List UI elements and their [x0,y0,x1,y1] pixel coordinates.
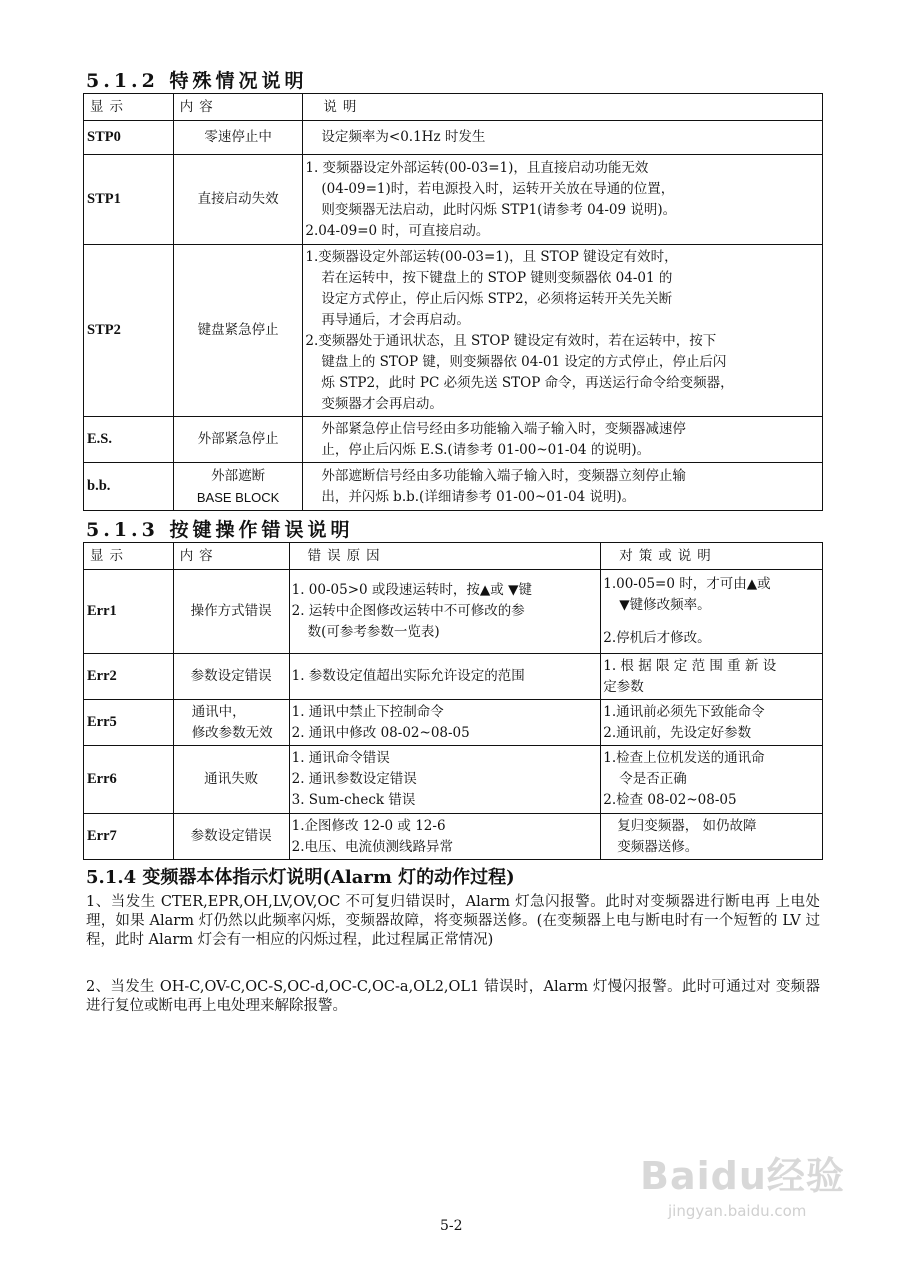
cause-line: 1. 参数设定值超出实际允许设定的范围 [291,668,525,684]
fix-cell [601,570,823,654]
page-number: 5-2 [440,1218,463,1234]
header-content: 内容 [173,94,303,121]
cause-line: 2. 通讯参数设定错误 [291,771,417,787]
cause-line: 2.电压、电流侦测线路异常 [291,838,454,855]
code-cell: Err7 [84,814,174,860]
section-5-1-2-title: 5.1.2 特殊情况说明 [86,70,308,92]
table-row [84,121,823,155]
table-row [84,814,823,860]
header-content: 内容 [173,543,289,570]
fix-line: 复归变频器， 如仍故障 [617,817,757,834]
desc-line: 键盘上的 STOP 键，则变频器依 04-01 设定的方式停止，停止后闪 [321,353,727,370]
fix-line: 定参数 [603,678,644,695]
fix-cell [601,654,823,700]
desc-line: 1. 变频器设定外部运转(00-03=1)，且直接启动功能无效 [305,159,649,176]
alarm-paragraph-2: 2、当发生 OH-C,OV-C,OC-S,OC-d,OC-C,OC-a,OL2,OL1 错误时，Alarm 灯慢闪报警。此时可通过对 变频器进行复位或断电再上电处理来解除报警。 [86,979,820,1014]
code-cell: Err1 [84,570,174,654]
header-description: 说明 [303,94,823,121]
name-cell [173,700,289,746]
cause-line: 1. 00-05>0 或段速运转时，按▲或 ▼键 [291,582,532,598]
fix-line: 1.检查上位机发送的通讯命 [603,750,765,766]
desc-line: 烁 STP2，此时 PC 必须先送 STOP 命令，再送运行命令给变频器， [321,374,734,391]
name-line: 通讯中， [191,703,246,720]
code-cell: Err2 [84,654,174,700]
desc-line: 2.04-09=0 时，可直接启动。 [305,222,490,239]
fix-cell [601,814,823,860]
fix-line: 1. 根 据 限 定 范 围 重 新 设 [603,657,777,674]
fix-line: 2.通讯前，先设定好参数 [603,724,752,741]
name-cell: 参数设定错误 [173,814,289,860]
cause-line: 数(可参考参数一览表) [307,624,440,640]
header-display: 显示 [84,94,174,121]
table-row [84,245,823,417]
desc-line: 再导通后，才会再启动。 [321,311,470,328]
desc-line: 则变频器无法启动，此时闪烁 STP1(请参考 04-09 说明)。 [321,201,677,218]
cause-cell [289,814,601,860]
name-cell: 外部紧急停止 [173,417,303,463]
name-cell: 通讯失败 [173,746,289,814]
cause-cell [289,746,601,814]
watermark-logo: Baidu经验 [640,1154,845,1198]
table-row [84,654,823,700]
section-5-1-3-title: 5.1.3 按键操作错误说明 [86,519,354,541]
baidu-watermark [640,1145,850,1245]
code-cell: STP0 [84,121,174,155]
name-line: 修改参数无效 [191,724,273,741]
desc-line: (04-09=1)时，若电源投入时，运转开关放在导通的位置， [321,180,675,197]
description-cell [303,155,823,245]
code-cell: STP2 [84,245,174,417]
name-line: BASE BLOCK [196,489,280,505]
desc-line: 止，停止后闪烁 E.S.(请参考 01-00~01-04 的说明)。 [321,441,651,458]
cause-line: 1.企图修改 12-0 或 12-6 [291,817,446,834]
desc-line: 外部遮断信号经由多功能输入端子输入时，变频器立刻停止输 [321,467,686,484]
fix-line: 变频器送修。 [617,838,699,855]
description-cell [303,463,823,511]
cause-line: 2. 运转中企图修改运转中不可修改的参 [291,603,525,619]
table-row [84,570,823,654]
table-row [84,155,823,245]
fix-line: 1.通讯前必须先下致能命令 [603,703,765,720]
alarm-paragraph-1: 1、当发生 CTER,EPR,OH,LV,OV,OC 不可复归错误时，Alarm 灯急闪报警。此时对变频器进行断电再 上电处理，如果 Alarm 灯仍然以此频率闪烁，变频器故障，将变频器送修。(在变频器上电与断电时有一个短暂的 LV 过程，此时 Alarm 灯会有一相应的闪烁过程，此过程属正常情况) [86,894,820,948]
fix-line: 2.停机后才修改。 [603,630,711,646]
name-cell: 直接启动失效 [173,155,303,245]
desc-line: 变频器才会再启动。 [321,395,443,412]
description-cell [303,245,823,417]
header-cause: 错误原因 [289,543,601,570]
desc-line: 出，并闪烁 b.b.(详细请参考 01-00~01-04 说明)。 [321,488,636,505]
table-header-row [84,543,823,570]
name-cell: 参数设定错误 [173,654,289,700]
fix-cell [601,746,823,814]
key-error-table [83,542,823,860]
code-cell: STP1 [84,155,174,245]
name-cell: 键盘紧急停止 [173,245,303,417]
desc-line: 设定方式停止，停止后闪烁 STP2，必须将运转开关先关断 [321,290,673,307]
code-cell: Err6 [84,746,174,814]
section-5-1-4-title: 5.1.4 变频器本体指示灯说明(Alarm 灯的动作过程) [86,867,515,888]
code-cell: Err5 [84,700,174,746]
fix-line: 2.检查 08-02~08-05 [603,792,737,808]
cause-line: 3. Sum-check 错误 [291,792,416,808]
watermark-url: jingyan.baidu.com [668,1202,807,1220]
fix-line: ▼键修改频率。 [619,597,711,613]
table-row [84,417,823,463]
cause-line: 2. 通讯中修改 08-02~08-05 [291,724,470,741]
name-cell [173,463,303,511]
desc-line: 2.变频器处于通讯状态，且 STOP 键设定有效时，若在运转中，按下 [305,332,717,349]
fix-cell [601,700,823,746]
table-row [84,746,823,814]
name-cell: 零速停止中 [173,121,303,155]
fix-line: 1.00-05=0 时，才可由▲或 [603,576,771,592]
description-cell [303,121,823,155]
cause-cell [289,654,601,700]
header-display: 显示 [84,543,174,570]
cause-cell [289,700,601,746]
special-conditions-table [83,93,823,511]
table-row [84,463,823,511]
name-line: 外部遮断 [211,467,266,484]
desc-line: 1.变频器设定外部运转(00-03=1)，且 STOP 键设定有效时， [305,248,678,265]
fix-line: 令是否正确 [619,771,687,787]
code-cell: E.S. [84,417,174,463]
desc-line: 设定频率为<0.1Hz 时发生 [321,129,486,145]
name-cell: 操作方式错误 [173,570,289,654]
desc-line: 外部紧急停止信号经由多功能输入端子输入时，变频器减速停 [321,420,686,437]
code-cell: b.b. [84,463,174,511]
cause-cell [289,570,601,654]
description-cell [303,417,823,463]
table-row [84,700,823,746]
cause-line: 1. 通讯中禁止下控制命令 [291,703,444,720]
table-header-row [84,94,823,121]
cause-line: 1. 通讯命令错误 [291,750,390,766]
desc-line: 若在运转中，按下键盘上的 STOP 键则变频器依 04-01 的 [321,269,673,286]
header-fix: 对策或说明 [601,543,823,570]
